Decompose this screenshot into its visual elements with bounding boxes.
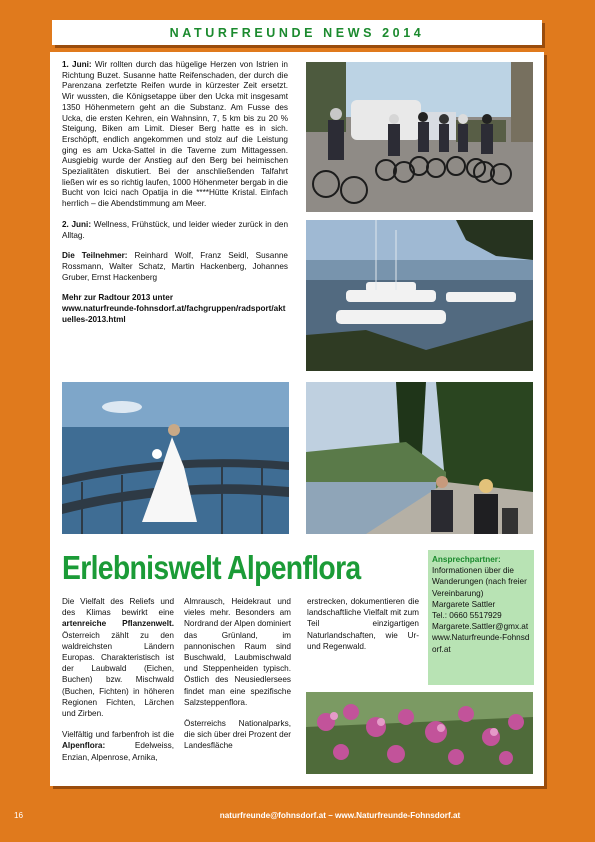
participants-text: Reinhard Wolf, Franz Seidl, Susanne Rossmann, Walter Schatz, Martin Hackenberg, Johannes Gruber, Ernst Hackenberg [62,251,288,282]
col2-para1: Almrausch, Heidekraut und vieles mehr. Besonders am Nordrand der Alpen dominiert das Grünland, im pannonischen Raum sind Buschwald, Laubmischwald und Steppenheiden typisch. Östlich des Neusiedlersees findet man eine spezifische Salzsteppenflora. [184,597,291,707]
article-col-1 [62,596,174,773]
tour-more [62,293,288,325]
contact-heading: Ansprechpartner: [432,555,501,564]
col2-para2: Österreichs Nationalparks, die sich über drei Prozent der Landesfläche [184,719,291,751]
photo-harbour [306,220,533,371]
col3-para1: erstrecken, dokumentieren die landschaftliche Vielfalt mit zum Teil einzigartigen Naturlandschaften, wie Ur- und Regenwald. [307,597,419,651]
article-col-3 [307,596,419,662]
contact-web[interactable]: www.Naturfreunde-Fohnsdorf.at [432,633,530,654]
contact-intro: Informationen über die Wanderungen (nach freier Vereinbarung) [432,566,527,598]
col1-p2-c: Edelweiss, Enzian, Alpenrose, Arnika, [62,741,174,762]
contact-box [428,550,534,685]
day2-label: 2. Juni: [62,219,92,229]
photo-bride [62,382,289,534]
page-content [50,52,544,786]
tour-day2 [62,220,288,241]
more-url: www.naturfreunde-fohnsdorf.at/fachgruppen/radsport/aktuelles-2013.html [62,304,286,324]
contact-email[interactable]: Margarete.Sattler@gmx.at [432,622,529,632]
page-footer [0,808,595,826]
footer-contact: naturfreunde@fohnsdorf.at – www.Naturfreunde-Fohnsdorf.at [219,811,461,820]
more-label: Mehr zur Radtour 2013 unter [62,293,174,303]
photo-promenade [306,382,533,534]
col1-p1-c: Österreich zählt zu den waldreichsten Ländern Europas. Charakteristisch ist der Laubwald (Eichen, Buchen) bzw. Mischwald (Buchen, Fichten) in höheren Regionen Fichten, Lärchen und Zirben. [62,630,174,719]
col1-p1-b: artenreiche Pflanzenwelt. [62,619,174,629]
col1-p1-a: Die Vielfalt des Reliefs und des Klimas bewirkt eine [62,597,174,618]
page-number: 16 [14,811,24,820]
tour-participants [62,251,288,283]
tour-report [62,60,288,335]
article-col-2 [184,596,291,762]
col1-para1 [62,596,174,719]
page-header [52,20,542,45]
col1-p2-b: Alpenflora: [62,741,106,751]
photo-cyclists [306,62,533,212]
day1-label: 1. Juni: [62,60,92,69]
contact-name: Margarete Sattler [432,599,496,609]
day2-text: Wellness, Frühstück, und leider wieder zurück in den Alltag. [62,219,288,240]
tour-day1 [62,60,288,210]
col1-para2 [62,729,174,763]
day1-text: Wir rollten durch das hügelige Herzen von Istrien in Richtung Buzet. Susanne hatte Reifenschaden, der durch die Parenzana zerfetzte Reifen wurde in kürzester Zeit ersetzt. Wir wussten, die Königsetappe über den Ucka mit insgesamt 1350 Höhenmetern geht an die Substanz. Am Fusse des Ucka, die ersten Kehren, ein Wahnsinn, 7, 5 km bis zu 20 % Steigung, Biken am Limit. Dieser Berg hatte es in sich. Erschöpft, endlich angekommen und stolz auf die Leistung ging es am Ucka-Sattel in die Taverne zum Mittagessen. Ausgiebig wurde der Anstieg auf den Berg bei heimischen Spezialitäten diskutiert. Bei der anschließenden Talfahrt ließen wir es so richtig laufen, 1000 Höhenmeter bergab in die Bucht von Icici nach Opatija in die ****Hütte Kristal. Einfach herrlich – die Abendstimmung am Meer. [62,60,288,209]
participants-label: Die Teilnehmer: [62,251,128,261]
contact-phone: Tel.: 0660 5517929 [432,611,502,621]
header-title: NATURFREUNDE NEWS 2014 [169,25,425,40]
photo-flowers [306,692,533,774]
col1-p2-a: Vielfältig und farbenfroh ist die [62,730,174,740]
article-title: Erlebniswelt Alpenflora [62,549,361,586]
